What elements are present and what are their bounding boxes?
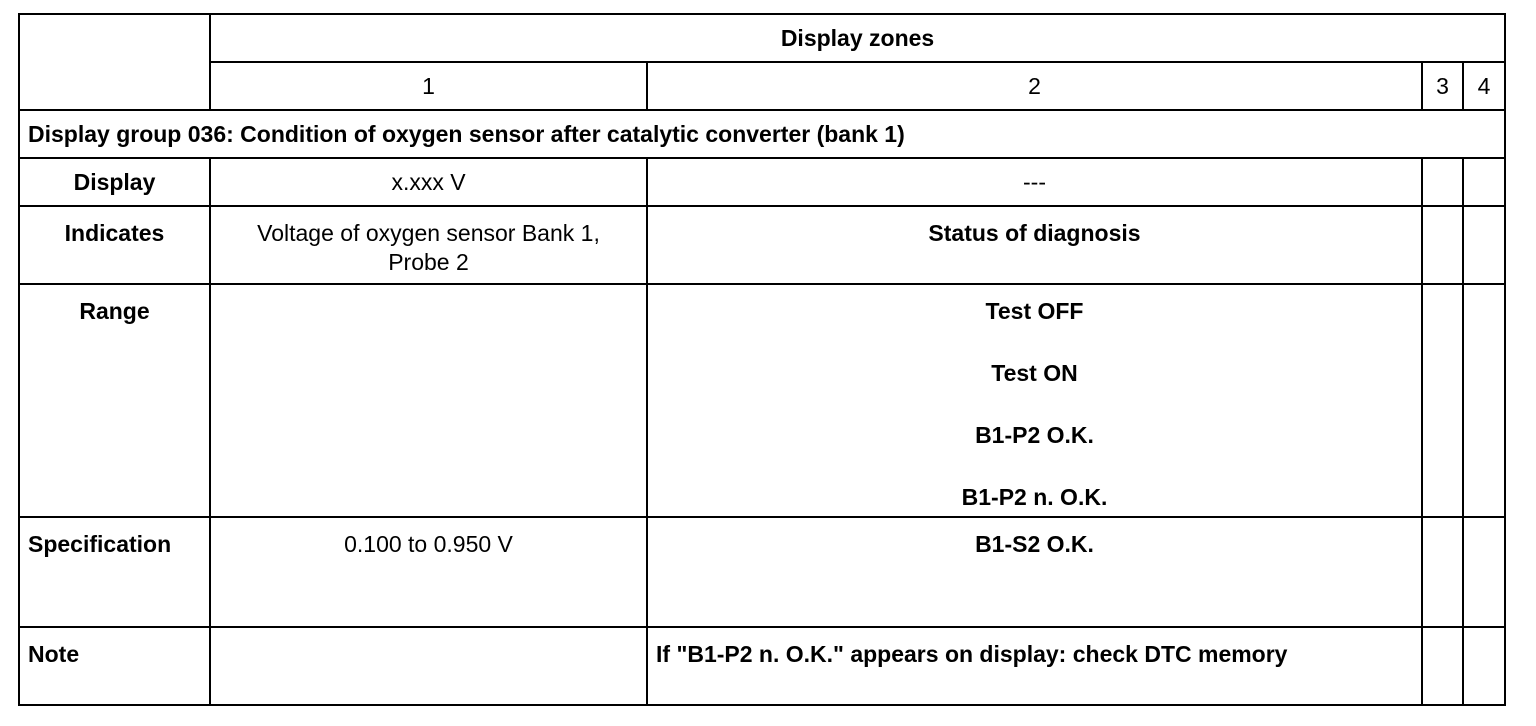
indicates-zone-4 xyxy=(1463,206,1505,284)
range-value: Test ON xyxy=(991,360,1078,386)
row-range xyxy=(19,284,1505,517)
specification-zone-4 xyxy=(1463,517,1505,627)
specification-zone-3 xyxy=(1422,517,1463,627)
display-zones-header: Display zones xyxy=(210,14,1505,62)
range-value: B1-P2 O.K. xyxy=(975,422,1094,448)
zone-4-header: 4 xyxy=(1463,62,1505,110)
zone-2-header: 2 xyxy=(647,62,1422,110)
zone-1-header: 1 xyxy=(210,62,647,110)
range-zone-4 xyxy=(1463,284,1505,517)
display-zone-2: --- xyxy=(647,158,1422,206)
row-label-indicates: Indicates xyxy=(19,206,210,284)
row-specification xyxy=(19,517,1505,627)
group-title: Display group 036: Condition of oxygen sensor after catalytic converter (bank 1) xyxy=(19,110,1505,158)
indicates-zone-2: Status of diagnosis xyxy=(647,206,1422,284)
zone-3-header: 3 xyxy=(1422,62,1463,110)
indicates-zone-3 xyxy=(1422,206,1463,284)
range-zone-1 xyxy=(210,284,647,517)
range-value: B1-P2 n. O.K. xyxy=(961,484,1108,510)
range-value: Test OFF xyxy=(985,298,1084,324)
row-label-note: Note xyxy=(19,627,210,705)
display-group-table xyxy=(18,13,1506,706)
display-zone-4 xyxy=(1463,158,1505,206)
note-zone-3 xyxy=(1422,627,1463,705)
indicates-zone-1-line-1: Voltage of oxygen sensor Bank 1, xyxy=(257,220,600,246)
indicates-zone-1 xyxy=(210,206,647,284)
note-zone-4 xyxy=(1463,627,1505,705)
corner-cell xyxy=(19,14,210,110)
row-label-range: Range xyxy=(19,284,210,517)
specification-zone-1: 0.100 to 0.950 V xyxy=(210,517,647,627)
row-label-specification: Specification xyxy=(19,517,210,627)
indicates-zone-1-line-2: Probe 2 xyxy=(388,249,469,275)
range-zone-2 xyxy=(647,284,1422,517)
row-label-display: Display xyxy=(19,158,210,206)
row-display xyxy=(19,158,1505,206)
specification-zone-2: B1-S2 O.K. xyxy=(647,517,1422,627)
note-zone-2: If "B1-P2 n. O.K." appears on display: check DTC memory xyxy=(647,627,1422,705)
row-note xyxy=(19,627,1505,705)
display-zone-1: x.xxx V xyxy=(210,158,647,206)
display-zone-3 xyxy=(1422,158,1463,206)
range-zone-3 xyxy=(1422,284,1463,517)
note-zone-1 xyxy=(210,627,647,705)
row-indicates xyxy=(19,206,1505,284)
